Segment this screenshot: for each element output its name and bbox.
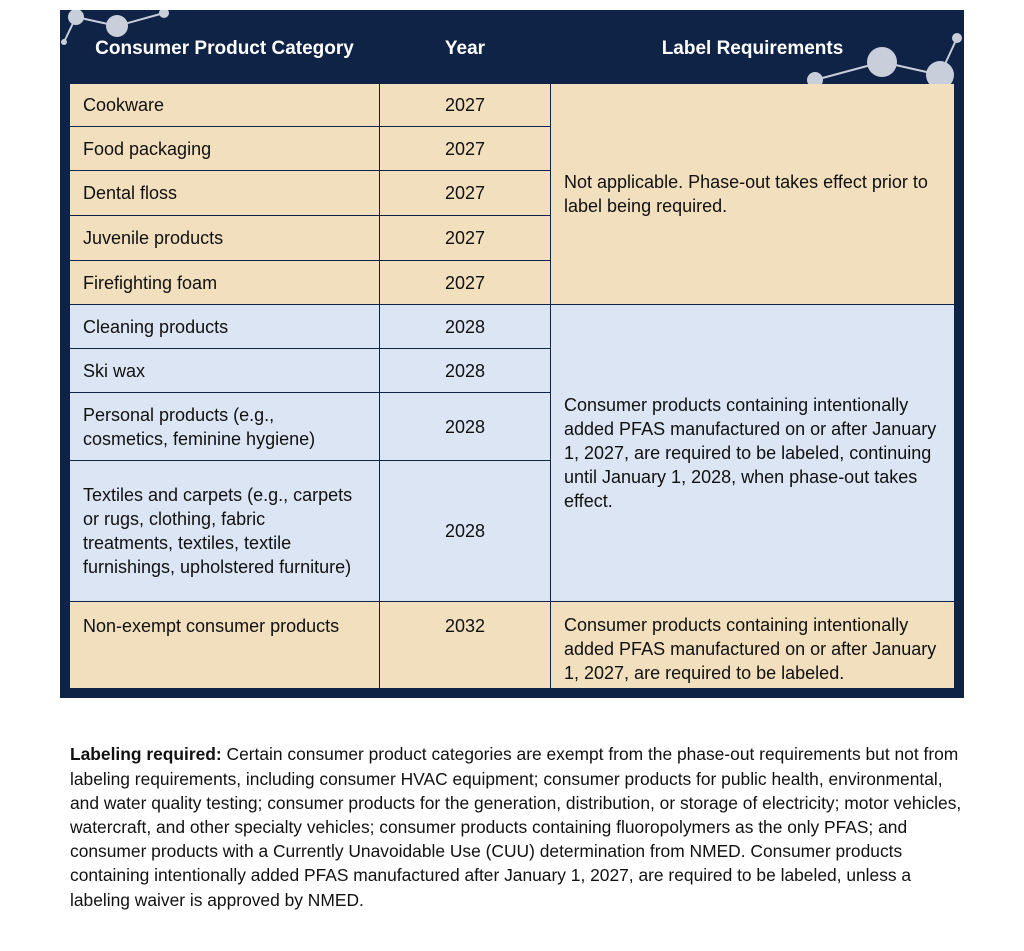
row-category-cell: Firefighting foam <box>70 261 379 304</box>
row-category-cell: Cleaning products <box>70 305 379 348</box>
label-requirement-2032: Consumer products containing intentionally added PFAS manufactured on or after January 1, 2027, are required to be labeled. <box>551 602 954 688</box>
row-year-cell: 2027 <box>380 127 550 170</box>
labeling-note-label: Labeling required: <box>70 744 222 765</box>
row-year-cell: 2027 <box>380 216 550 260</box>
row-category-cell: Food packaging <box>70 127 379 170</box>
header-label-requirements: Label Requirements <box>661 38 844 59</box>
row-year-cell: 2027 <box>380 84 550 126</box>
row-year-cell: 2028 <box>380 305 550 348</box>
row-year-cell: 2027 <box>380 171 550 215</box>
row-year-cell: 2027 <box>380 261 550 304</box>
labeling-note-text: Certain consumer product categories are exempt from the phase-out requirements but not from labeling requirements, including consumer HVAC equipment; consumer products for public health, environmental, and water quality testing; consumer products for the generation, distribution, or storage of electricity; motor vehicles, watercraft, and other specialty vehicles; consumer products containing fluoropolymers as the only PFAS; and consumer products with a Currently Unavoidable Use (CUU) determination from NMED. Consumer products containing intentionally added PFAS manufactured after January 1, 2027, are required to be labeled, unless a labeling waiver is approved by NMED. <box>70 744 962 910</box>
row-category-cell: Juvenile products <box>70 216 379 260</box>
row-category-cell: Ski wax <box>70 349 379 392</box>
row-category-cell: Textiles and carpets (e.g., carpets or rugs, clothing, fabric treatments, textiles, textile furnishings, upholstered furniture) <box>70 461 379 601</box>
header-year: Year <box>444 38 486 59</box>
row-year-cell: 2032 <box>380 602 550 688</box>
labeling-note <box>70 742 970 911</box>
header-category: Consumer Product Category <box>95 38 354 59</box>
row-category-cell: Dental floss <box>70 171 379 215</box>
row-year-cell: 2028 <box>380 461 550 601</box>
row-year-cell: 2028 <box>380 393 550 460</box>
row-category-cell: Personal products (e.g., cosmetics, feminine hygiene) <box>70 393 379 460</box>
row-category-cell: Cookware <box>70 84 379 126</box>
row-category-cell: Non-exempt consumer products <box>70 602 379 688</box>
label-requirement-2027: Not applicable. Phase-out takes effect prior to label being required. <box>551 84 954 304</box>
row-year-cell: 2028 <box>380 349 550 392</box>
label-requirement-2028: Consumer products containing intentionally added PFAS manufactured on or after January 1, 2027, are required to be labeled, continuing until January 1, 2028, when phase-out takes effect. <box>551 305 954 601</box>
pfas-requirements-table <box>60 10 964 698</box>
